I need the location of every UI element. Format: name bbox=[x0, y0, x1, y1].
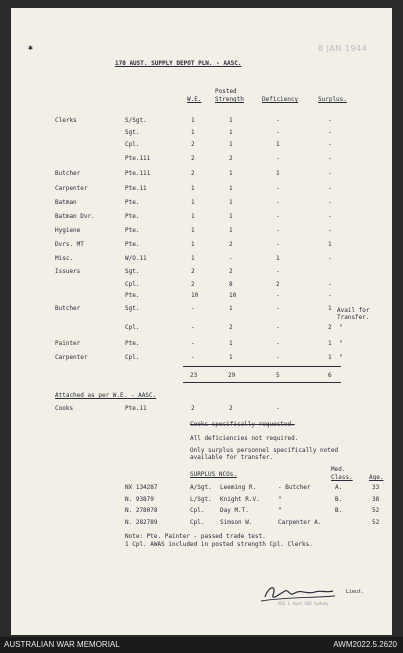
row-9-sur: 1 bbox=[328, 241, 332, 248]
note-awas: 1 Cpl. AWAS included in posted strength Cpl. Clerks. bbox=[125, 541, 313, 548]
row-16-pos: 1 bbox=[229, 340, 233, 347]
row-11-def: - bbox=[276, 268, 280, 275]
row-7-rank: Pte. bbox=[125, 213, 140, 220]
row-15-sur: 2 bbox=[328, 324, 332, 331]
row-5-def: - bbox=[276, 185, 280, 192]
row-17-label: Carpenter bbox=[55, 354, 88, 361]
row-14-label: Butcher bbox=[55, 305, 81, 312]
nco-2-cls: B. bbox=[335, 507, 343, 514]
footer-source: AUSTRALIAN WAR MEMORIAL bbox=[4, 640, 120, 649]
row-6-def: - bbox=[276, 199, 280, 206]
row-8-we: 1 bbox=[191, 227, 195, 234]
row-2-rank: Cpl. bbox=[125, 141, 140, 148]
row-13-we: 10 bbox=[191, 292, 199, 299]
class-header: Class. bbox=[331, 474, 353, 481]
note-line-3: available for transfer. bbox=[190, 454, 274, 461]
row-1-we: 1 bbox=[191, 129, 195, 136]
row-10-we: 1 bbox=[191, 255, 195, 262]
row-17-rank: Cpl. bbox=[125, 354, 140, 361]
row-8-def: - bbox=[276, 227, 280, 234]
nco-1-rank: L/Sgt. bbox=[190, 496, 212, 503]
row-7-def: - bbox=[276, 213, 280, 220]
row-5-label: Carpenter bbox=[55, 185, 88, 192]
row-11-label: Issuers bbox=[55, 268, 81, 275]
nco-1-name: Knight R.V. bbox=[220, 496, 260, 503]
row-4-sur: - bbox=[328, 170, 332, 177]
row-1-def: - bbox=[276, 129, 280, 136]
row-3-pos: 2 bbox=[229, 155, 233, 162]
note-struck: Cooks specifically requested. bbox=[190, 421, 295, 428]
total-surplus: 6 bbox=[328, 372, 332, 379]
nco-1-cls: B. bbox=[335, 496, 343, 503]
row-8-label: Hygiene bbox=[55, 227, 81, 234]
cooks-label: Cooks bbox=[55, 405, 74, 412]
row-0-label: Clerks bbox=[55, 117, 77, 124]
row-14-def: - bbox=[276, 305, 280, 312]
cooks-posted: 2 bbox=[229, 405, 233, 412]
header-strength: Strength bbox=[215, 96, 244, 103]
nco-2-trade: " bbox=[278, 507, 282, 514]
row-12-we: 2 bbox=[191, 281, 195, 288]
nco-0-name: Leeming R. bbox=[220, 484, 257, 491]
row-12-pos: 8 bbox=[229, 281, 233, 288]
row-10-sur: - bbox=[328, 255, 332, 262]
row-1-sur: - bbox=[328, 129, 332, 136]
row-6-label: Batman bbox=[55, 199, 77, 206]
row-15-rank: Cpl. bbox=[125, 324, 140, 331]
row-9-label: Dvrs. MT bbox=[55, 241, 84, 248]
row-12-sur: - bbox=[328, 281, 332, 288]
nco-3-name: Simson W. bbox=[220, 519, 253, 526]
nco-2-name: Day M.T. bbox=[220, 507, 249, 514]
archive-footer bbox=[0, 637, 403, 653]
nco-2-rank: Cpl. bbox=[190, 507, 205, 514]
row-11-pos: 2 bbox=[229, 268, 233, 275]
row-16-rank: Pte. bbox=[125, 340, 140, 347]
row-17-sur: 1 bbox=[328, 354, 332, 361]
row-9-rank: Pte. bbox=[125, 241, 140, 248]
row-16-we: - bbox=[191, 340, 195, 347]
note-line-1: All deficiencies not required. bbox=[190, 435, 299, 442]
row-10-label: Misc. bbox=[55, 255, 74, 262]
nco-2-age: 52 bbox=[372, 507, 380, 514]
row-7-sur: - bbox=[328, 213, 332, 220]
total-deficiency: 5 bbox=[276, 372, 280, 379]
total-posted: 29 bbox=[228, 372, 236, 379]
row-2-pos: 1 bbox=[229, 141, 233, 148]
row-17-def: - bbox=[276, 354, 280, 361]
row-4-def: 1 bbox=[276, 170, 280, 177]
row-10-def: 1 bbox=[276, 255, 280, 262]
signature-rank: Lieut. bbox=[346, 589, 365, 595]
cooks-deficiency: - bbox=[276, 405, 280, 412]
row-13-rank: Pte. bbox=[125, 292, 140, 299]
row-12-rank: Cpl. bbox=[125, 281, 140, 288]
row-15-def: - bbox=[276, 324, 280, 331]
row-15-pos: 2 bbox=[229, 324, 233, 331]
row-2-sur: - bbox=[328, 141, 332, 148]
row-5-we: 1 bbox=[191, 185, 195, 192]
total-rule-top bbox=[183, 366, 341, 367]
row-11-rank: Sgt. bbox=[125, 268, 140, 275]
note-painter: Note: Pte. Painter - passed trade test. bbox=[125, 533, 266, 540]
row-9-we: 1 bbox=[191, 241, 195, 248]
nco-0-trade: - Butcher bbox=[278, 484, 311, 491]
ditto-mark-1: " bbox=[339, 324, 343, 331]
nco-3-age: 52 bbox=[372, 519, 380, 526]
nco-3-trade: Carpenter A. bbox=[278, 519, 322, 526]
row-14-rank: Sgt. bbox=[125, 305, 140, 312]
nco-0-no: NX 134287 bbox=[125, 484, 158, 491]
row-8-sur: - bbox=[328, 227, 332, 234]
signature-stamp: ARS 1 Aust SUD Sydney bbox=[278, 601, 329, 606]
row-4-we: 2 bbox=[191, 170, 195, 177]
row-7-we: 1 bbox=[191, 213, 195, 220]
row-1-pos: 1 bbox=[229, 129, 233, 136]
surplus-ncos-header: SURPLUS NCOs. bbox=[190, 471, 237, 478]
row-17-we: - bbox=[191, 354, 195, 361]
nco-1-trade: " bbox=[278, 496, 282, 503]
row-5-sur: - bbox=[328, 185, 332, 192]
row-9-pos: 2 bbox=[229, 241, 233, 248]
nco-0-cls: A. bbox=[335, 484, 343, 491]
date-stamp: 8 JAN 1944 bbox=[318, 44, 368, 53]
row-14-sur: 1 bbox=[328, 305, 332, 312]
attached-header: Attached as per W.E. - AASC. bbox=[55, 392, 157, 399]
header-we: W.E. bbox=[187, 96, 202, 103]
row-0-sur: - bbox=[328, 117, 332, 124]
row-5-rank: Pte.11 bbox=[125, 185, 147, 192]
ditto-mark-2: " bbox=[339, 340, 343, 347]
row-14-pos: 1 bbox=[229, 305, 233, 312]
row-7-label: Batman Dvr. bbox=[55, 213, 95, 220]
row-4-rank: Pte.111 bbox=[125, 170, 151, 177]
nco-1-no: N. 93879 bbox=[125, 496, 154, 503]
row-11-we: 2 bbox=[191, 268, 195, 275]
row-0-pos: 1 bbox=[229, 117, 233, 124]
document-title: 170 AUST. SUPPLY DEPOT PLN. - AASC. bbox=[115, 60, 242, 67]
header-deficiency: Deficiency bbox=[262, 96, 299, 103]
row-3-we: 2 bbox=[191, 155, 195, 162]
row-10-rank: W/O.11 bbox=[125, 255, 147, 262]
med-header: Med. bbox=[331, 466, 346, 473]
cooks-rank: Pte.11 bbox=[125, 405, 147, 412]
row-6-rank: Pte. bbox=[125, 199, 140, 206]
nco-0-age: 33 bbox=[372, 484, 380, 491]
row-8-pos: 1 bbox=[229, 227, 233, 234]
nco-2-no: N. 278078 bbox=[125, 507, 158, 514]
footer-reference: AWM2022.5.2620 bbox=[333, 640, 397, 649]
row-4-label: Butcher bbox=[55, 170, 81, 177]
nco-3-no: N. 282789 bbox=[125, 519, 158, 526]
nco-3-rank: Cpl. bbox=[190, 519, 205, 526]
row-7-pos: 1 bbox=[229, 213, 233, 220]
row-3-rank: Pte.111 bbox=[125, 155, 151, 162]
ditto-mark-3: " bbox=[339, 354, 343, 361]
row-8-rank: Pte. bbox=[125, 227, 140, 234]
total-we: 23 bbox=[190, 372, 198, 379]
row-0-def: - bbox=[276, 117, 280, 124]
row-9-def: - bbox=[276, 241, 280, 248]
row-16-def: - bbox=[276, 340, 280, 347]
row-16-sur: 1 bbox=[328, 340, 332, 347]
decorative-mark: ✱ bbox=[28, 43, 33, 52]
row-13-sur: - bbox=[328, 292, 332, 299]
header-surplus: Surplus. bbox=[318, 96, 347, 103]
cooks-we: 2 bbox=[191, 405, 195, 412]
avail-note-2: Transfer. bbox=[337, 314, 370, 321]
row-6-we: 1 bbox=[191, 199, 195, 206]
header-posted: Posted bbox=[215, 88, 237, 95]
row-6-pos: 1 bbox=[229, 199, 233, 206]
row-12-def: 2 bbox=[276, 281, 280, 288]
row-0-we: 1 bbox=[191, 117, 195, 124]
row-6-sur: - bbox=[328, 199, 332, 206]
avail-note-1: Avail for bbox=[337, 307, 370, 314]
nco-0-rank: A/Sgt. bbox=[190, 484, 212, 491]
row-2-def: 1 bbox=[276, 141, 280, 148]
total-rule-bottom bbox=[183, 382, 341, 383]
row-3-sur: - bbox=[328, 155, 332, 162]
row-5-pos: 1 bbox=[229, 185, 233, 192]
row-10-pos: - bbox=[229, 255, 233, 262]
row-16-label: Painter bbox=[55, 340, 81, 347]
row-13-def: - bbox=[276, 292, 280, 299]
row-3-def: - bbox=[276, 155, 280, 162]
row-17-pos: 1 bbox=[229, 354, 233, 361]
age-header: Age. bbox=[369, 474, 384, 481]
note-line-2: Only surplus personnel specifically noted bbox=[190, 447, 339, 454]
row-15-we: - bbox=[191, 324, 195, 331]
row-0-rank: S/Sgt. bbox=[125, 117, 147, 124]
nco-1-age: 38 bbox=[372, 496, 380, 503]
row-4-pos: 1 bbox=[229, 170, 233, 177]
row-13-pos: 10 bbox=[229, 292, 237, 299]
row-14-we: - bbox=[191, 305, 195, 312]
row-1-rank: Sgt. bbox=[125, 129, 140, 136]
row-2-we: 2 bbox=[191, 141, 195, 148]
